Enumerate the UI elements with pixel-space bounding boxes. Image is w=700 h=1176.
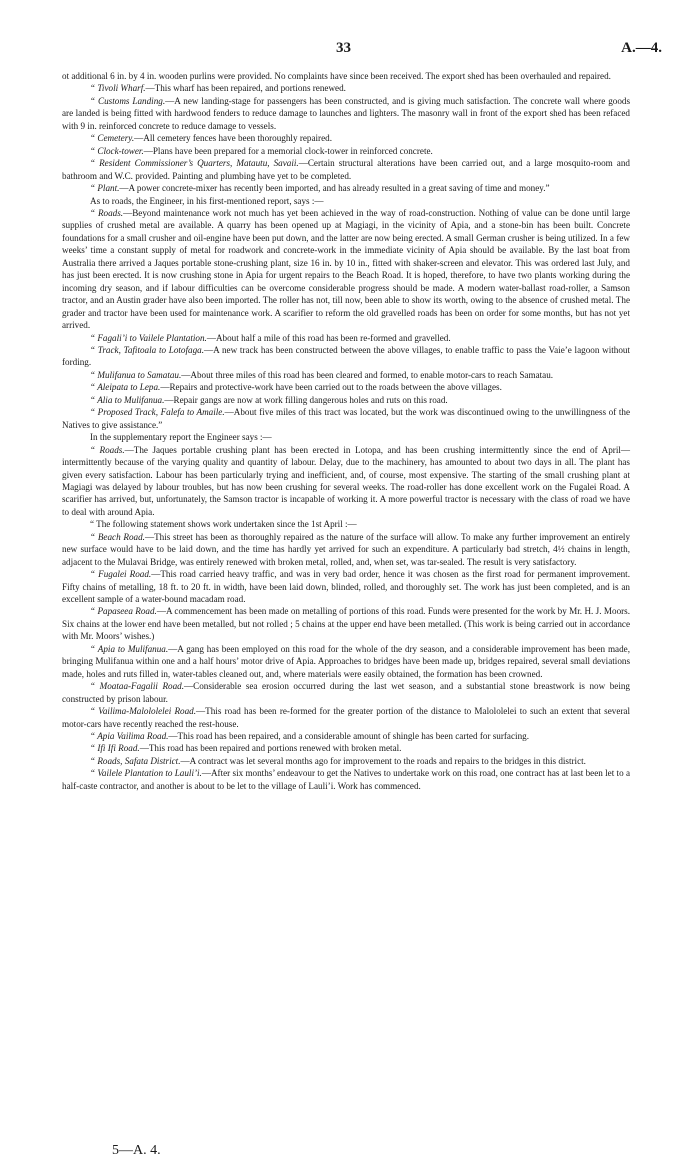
printer-signature: 5—A. 4.: [112, 1143, 161, 1158]
paragraph-text: —About three miles of this road has been cleared and formed, to enable motor-cars to reach Samatau.: [181, 369, 554, 380]
paragraph: [62, 132, 630, 144]
page-header: [0, 40, 700, 60]
paragraph: [62, 381, 630, 393]
paragraph: [62, 742, 630, 754]
paragraph-text: “ The following statement shows work undertaken since the 1st April :—: [90, 519, 357, 530]
paragraph: [62, 518, 630, 530]
paragraph: [62, 157, 630, 182]
paragraph: [62, 195, 630, 207]
paragraph-text: In the supplementary report the Engineer says :—: [90, 432, 272, 443]
paragraph-heading: “ Papaseea Road.: [90, 606, 157, 617]
paragraph-heading: “ Alia to Mulifanua.: [90, 394, 165, 405]
paragraph-heading: “ Ifi Ifi Road.: [90, 743, 140, 754]
paragraph-heading: “ Vailima-Malololelei Road.: [90, 706, 197, 717]
paragraph-text: —A new landing-stage for passengers has been constructed, and is giving much satisfaction. The concrete wall where goods are landed is being fitted with hardwood fenders to reduce damage to launches and lighters. The masonry wall in front of the export shed has been refaced with 9 in. reinforced concrete to reduce damage to vessels.: [62, 95, 631, 131]
paragraph-text: —All cemetery fences have been thoroughly repaired.: [134, 133, 332, 144]
paragraph-heading: “ Apia Vailima Road.: [90, 731, 169, 742]
paragraph: [62, 207, 630, 332]
paragraph: [62, 568, 630, 605]
paragraph-text: —Considerable sea erosion occurred during the last wet season, and a substantial stone breastwork is now being constructed by prison labour.: [62, 681, 630, 704]
paragraph: [62, 182, 630, 194]
body-text: [62, 70, 630, 792]
paragraph: [62, 605, 630, 642]
paragraph: [62, 755, 630, 767]
paragraph: [62, 369, 630, 381]
paragraph: [62, 705, 630, 730]
page-number: 33: [336, 40, 351, 56]
paragraph-text: —This road carried heavy traffic, and was in very bad order, hence it was chosen as the first road for permanent improvement. Fifty chains of metalling, 18 ft. to 20 ft. in width, have been laid down, blinded, rolled, and thoroughly set. The work has just been completed, and is an excellent sample of a water-bound macadam road.: [62, 569, 630, 605]
paragraph-text: —This wharf has been repaired, and portions renewed.: [145, 83, 346, 94]
paragraph-text: —Repair gangs are now at work filling dangerous holes and ruts on this road.: [164, 394, 448, 405]
paragraph-text: —Certain structural alterations have been carried out, and a large mosquito-room and bathroom and W.C. provided. Painting and plumbing have yet to be completed.: [62, 158, 630, 181]
paragraph-heading: “ Fagali’i to Vailele Plantation.: [90, 332, 207, 343]
paragraph-heading: “ Aleipata to Lepa.: [90, 382, 161, 393]
paragraph-text: —About five miles of this tract was located, but the work was discontinued owing to the unwillingness of the Natives to give assistance.”: [62, 407, 630, 430]
paragraph-heading: “ Roads, Safata District.: [90, 755, 181, 766]
paragraph-text: —This road has been re-formed for the greater portion of the distance to Malololelei to such an extent that several motor-cars have recently reached the rest-house.: [62, 706, 630, 729]
paragraph: [62, 531, 630, 568]
paragraph-text: —Beyond maintenance work not much has yet been achieved in the way of road-construction. Nothing of value can be done until large supplies of crushed metal are available. A quarry has been opened up at Magiagi, in the vicinity of Apia, and a stone-bin has been built. Concrete foundations for a small crusher and oil-engine have been put down, and the latter are now being erected. A small German crusher is being utilized. In a few weeks’ time a constant supply of metal for roadwork and concrete-work in the immediate vicinity of Apia should be available. By the last boat from Australia there arrived a Jaques portable stone-crushing plant, size 16 in. by 10 in., fitted with shaker-screen and elevator. This was ordered last July, and has just been erected. It is now crushing stone in Apia for urgent repairs to the Beach Road. It is hoped, therefore, to have two plants working during the incoming dry season, and if labour difficulties can be overcome considerable progress should be made. A modern water-ballast road-roller, a Samson tractor, and an Austin grader have also been imported. The roller has not, till now, been able to show its worth, owing to the absence of crushed metal. The grader and tractor have been used for maintenance work. A scarifier to reform the old gravelled roads has been on order for some months, but has not yet arrived.: [62, 207, 631, 331]
paragraph-text: —A power concrete-mixer has recently been imported, and has already resulted in a great saving of time and money.”: [119, 183, 550, 194]
paragraph-heading: “ Moataa-Fagalii Road.: [90, 681, 184, 692]
paragraph-text: —A gang has been employed on this road for the whole of the dry season, and a considerable improvement has been made, bringing Mulifanua within one and a half hours’ motor drive of Apia. Approaches to bridges have been made up, bridges repaired, several small deviations made, holes and ruts filled in, water-tables cleaned out, and, where materials were easily obtained, the formation has been crowned.: [62, 643, 631, 679]
paragraph: [62, 95, 630, 132]
paragraph-text: ot additional 6 in. by 4 in. wooden purlins were provided. No complaints have since been received. The export shed has been overhauled and repaired.: [62, 71, 611, 81]
paragraph: [62, 406, 630, 431]
paragraph-heading: “ Cemetery.: [90, 133, 135, 144]
paragraph-text: —A new track has been constructed between the above villages, to enable traffic to pass the Vaie’e lagoon without fording.: [62, 344, 630, 368]
paragraph-heading: “ Fugalei Road.: [90, 569, 152, 580]
paragraph-heading: “ Clock-tower.: [90, 145, 144, 156]
paragraph-heading: “ Roads.: [90, 207, 124, 218]
document-reference: A.—4.: [621, 40, 662, 56]
paragraph-heading: “ Apia to Mulifanua.: [90, 643, 169, 654]
paragraph-heading: “ Roads.: [90, 444, 125, 455]
paragraph-heading: “ Vailele Plantation to Lauli’i.: [90, 768, 202, 779]
paragraph: [62, 444, 630, 519]
paragraph-text: —This street has been as thoroughly repaired as the nature of the surface will allow. To make any further improvement an entirely new surface would have to be laid down, and the time has hardly yet arrived for such an expenditure. A particularly bad stretch, 4½ chains in length, adjacent to the Mulavai Bridge, was entirely renewed with broken metal, rolled, and, when set, was tar-sealed. The result is very satisfactory.: [62, 531, 631, 567]
paragraph-text: —Plans have been prepared for a memorial clock-tower in reinforced concrete.: [143, 145, 433, 156]
paragraph-heading: “ Mulifanua to Samatau.: [90, 369, 182, 380]
paragraph-heading: “ Customs Landing.: [90, 95, 166, 106]
paragraph-heading: “ Resident Commissioner’s Quarters, Matautu, Savaii.: [90, 158, 299, 169]
paragraph: [62, 332, 630, 344]
paragraph: [62, 643, 630, 680]
paragraph: [62, 767, 630, 792]
paragraph-heading: “ Tivoli Wharf.: [90, 83, 146, 94]
paragraph: [62, 394, 630, 406]
paragraph: [62, 431, 630, 443]
paragraph-heading: “ Beach Road.: [90, 531, 145, 542]
paragraph-text: —Repairs and protective-work have been carried out to the roads between the above villages.: [160, 382, 502, 393]
paragraph: [62, 680, 630, 705]
paragraph-text: —After six months’ endeavour to get the Natives to undertake work on this road, one contract has at last been let to a half-caste contractor, and another is about to be let to the village of Lauli’i. Work has commenced.: [62, 768, 630, 791]
paragraph: [62, 344, 630, 369]
paragraph-text: —The Jaques portable crushing plant has been erected in Lotopa, and has been crushing intermittently since the end of April—intermittently because of the varying quality and quantity of labour. Delay, due to the machinery, has amounted to about two days in all. The plant has given every satisfaction. Labour has been particularly trying and inefficient, and, of course, most expensive. The starting of the small crushing plant at Magiagi was delayed by labour troubles, but has now been crushing for several weeks. The road-roller has done excellent work on the Fugalei Road. A scarifier has arrived, but, unfortunately, the Samson tractor is incapable of working it. A more powerful tractor is necessary with the class of road we have to deal with around Apia.: [62, 444, 631, 517]
paragraph-text: As to roads, the Engineer, in his first-mentioned report, says :—: [90, 195, 324, 206]
paragraph: [62, 145, 630, 157]
paragraph-text: —This road has been repaired and portions renewed with broken metal.: [139, 743, 402, 754]
paragraph-heading: “ Track, Tafitoala to Lotofaga.: [90, 344, 205, 355]
paragraph-text: —A contract was let several months ago for improvement to the roads and repairs to the bridges in this district.: [180, 755, 586, 766]
paragraph: [62, 70, 630, 82]
paragraph-text: —A commencement has been made on metalling of portions of this road. Funds were presented for the work by Mr. H. J. Moors. Six chains at the lower end have been metalled, but not rolled ; 5 chains at the upper end have been metalled. (This work is being carried out in accordance with Mr. Moors’ wishes.): [62, 606, 630, 642]
paragraph-heading: “ Plant.: [90, 183, 120, 194]
paragraph: [62, 82, 630, 94]
paragraph: [62, 730, 630, 742]
paragraph-text: —About half a mile of this road has been re-formed and gravelled.: [206, 332, 451, 343]
paragraph-text: —This road has been repaired, and a considerable amount of shingle has been carted for surfacing.: [168, 731, 529, 742]
paragraph-heading: “ Proposed Track, Falefa to Amaile.: [90, 407, 225, 418]
